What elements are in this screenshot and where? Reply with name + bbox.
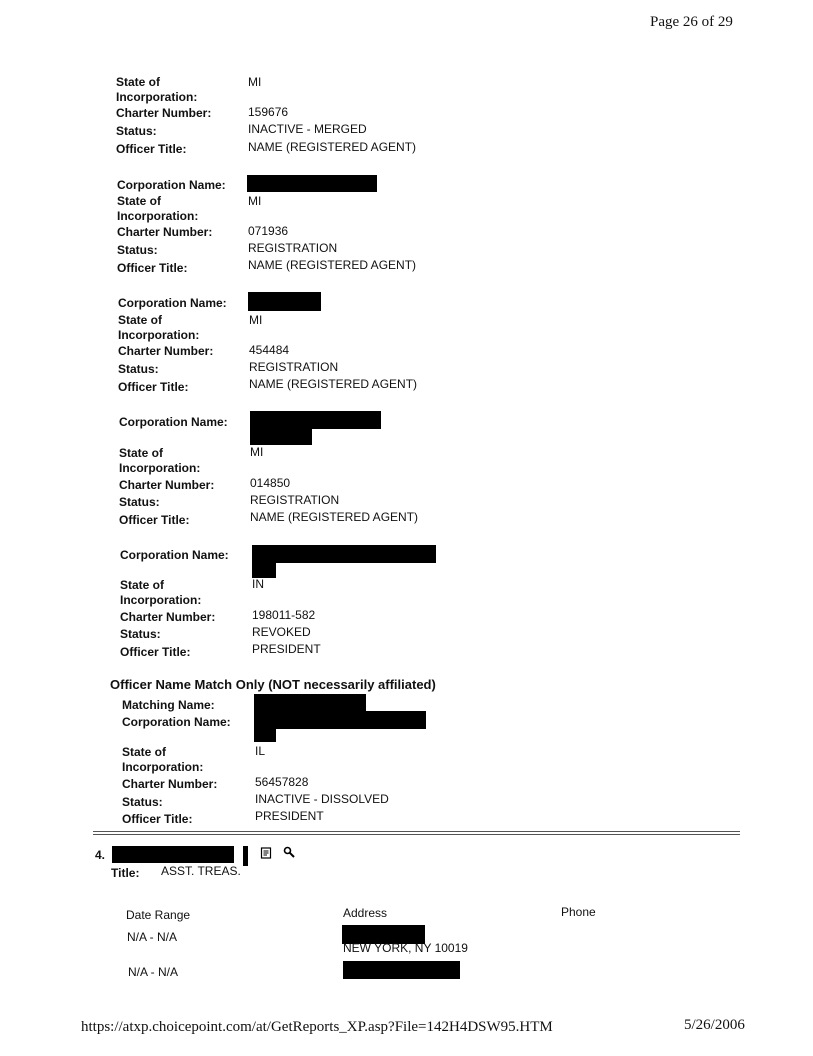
magnifier-icon[interactable] — [283, 846, 295, 858]
state-value: IL — [255, 744, 266, 758]
charter-value: 071936 — [248, 224, 289, 238]
redaction-box — [252, 545, 436, 563]
redaction-box — [254, 694, 366, 712]
entry-number: 4. — [95, 848, 106, 862]
officer-title-value: NAME (REGISTERED AGENT) — [249, 377, 418, 391]
corp-name-label: Corporation Name: — [122, 715, 231, 729]
redaction-box — [250, 411, 381, 429]
state-label: State of Incorporation: — [120, 578, 202, 607]
divider — [93, 831, 740, 832]
status-value: REGISTRATION — [248, 241, 338, 255]
status-label: Status: — [120, 627, 161, 641]
title-label: Title: — [111, 866, 140, 880]
status-value: REVOKED — [252, 625, 311, 639]
officer-title-value: PRESIDENT — [252, 642, 321, 656]
footer-url: https://atxp.choicepoint.com/at/GetReports_XP.asp?File=142H4DSW95.HTM — [81, 1019, 553, 1035]
officer-title-value: NAME (REGISTERED AGENT) — [250, 510, 419, 524]
redaction-box — [247, 175, 377, 192]
date-range-value: N/A - N/A — [128, 965, 179, 979]
title-value: ASST. TREAS. — [161, 864, 241, 878]
state-value: IN — [252, 577, 264, 591]
address-header: Address — [343, 906, 388, 920]
status-label: Status: — [118, 362, 159, 376]
status-label: Status: — [117, 243, 158, 257]
charter-label: Charter Number: — [116, 106, 212, 120]
charter-label: Charter Number: — [119, 478, 215, 492]
page-number: Page 26 of 29 — [650, 14, 733, 30]
officer-title-value: NAME (REGISTERED AGENT) — [248, 258, 417, 272]
charter-value: 159676 — [248, 105, 289, 119]
status-label: Status: — [119, 495, 160, 509]
state-value: MI — [250, 445, 264, 459]
redaction-box — [254, 728, 276, 742]
status-value: INACTIVE - MERGED — [248, 122, 367, 136]
corp-name-label: Corporation Name: — [119, 415, 228, 429]
state-label: State of Incorporation: — [116, 75, 198, 104]
charter-label: Charter Number: — [118, 344, 214, 358]
redaction-box — [343, 961, 460, 979]
corp-name-label: Corporation Name: — [117, 178, 226, 192]
status-value: INACTIVE - DISSOLVED — [255, 792, 389, 806]
date-range-value: N/A - N/A — [127, 930, 178, 944]
status-value: REGISTRATION — [249, 360, 339, 374]
matching-name-label: Matching Name: — [122, 698, 215, 712]
state-value: MI — [249, 313, 263, 327]
status-label: Status: — [116, 124, 157, 138]
redaction-box — [252, 562, 276, 578]
redaction-box — [254, 711, 426, 729]
state-label: State of Incorporation: — [122, 745, 204, 774]
officer-title-value: NAME (REGISTERED AGENT) — [248, 140, 417, 154]
redaction-box — [250, 428, 312, 445]
charter-value: 454484 — [249, 343, 290, 357]
officer-title-label: Officer Title: — [119, 513, 190, 527]
status-label: Status: — [122, 795, 163, 809]
status-value: REGISTRATION — [250, 493, 340, 507]
state-label: State of Incorporation: — [119, 446, 201, 475]
redaction-box — [243, 846, 248, 866]
redaction-box — [248, 292, 321, 311]
charter-label: Charter Number: — [117, 225, 213, 239]
officer-title-label: Officer Title: — [122, 812, 193, 826]
charter-label: Charter Number: — [120, 610, 216, 624]
state-label: State of Incorporation: — [117, 194, 199, 223]
date-range-header: Date Range — [126, 908, 191, 922]
charter-value: 014850 — [250, 476, 291, 490]
divider — [93, 834, 740, 835]
charter-label: Charter Number: — [122, 777, 218, 791]
officer-title-label: Officer Title: — [117, 261, 188, 275]
charter-value: 56457828 — [255, 775, 309, 789]
section-title: Officer Name Match Only (NOT necessarily affiliated) — [110, 677, 436, 692]
corp-name-label: Corporation Name: — [120, 548, 229, 562]
state-label: State of Incorporation: — [118, 313, 200, 342]
officer-title-label: Officer Title: — [118, 380, 189, 394]
redaction-box — [112, 846, 234, 863]
footer-date: 5/26/2006 — [684, 1017, 745, 1033]
officer-title-label: Officer Title: — [116, 142, 187, 156]
state-value: MI — [248, 75, 262, 89]
officer-title-value: PRESIDENT — [255, 809, 324, 823]
address-value: NEW YORK, NY 10019 — [343, 941, 468, 955]
state-value: MI — [248, 194, 262, 208]
corp-name-label: Corporation Name: — [118, 296, 227, 310]
phone-header: Phone — [561, 905, 596, 919]
document-icon[interactable] — [260, 847, 272, 859]
officer-title-label: Officer Title: — [120, 645, 191, 659]
charter-value: 198011-582 — [252, 608, 316, 622]
